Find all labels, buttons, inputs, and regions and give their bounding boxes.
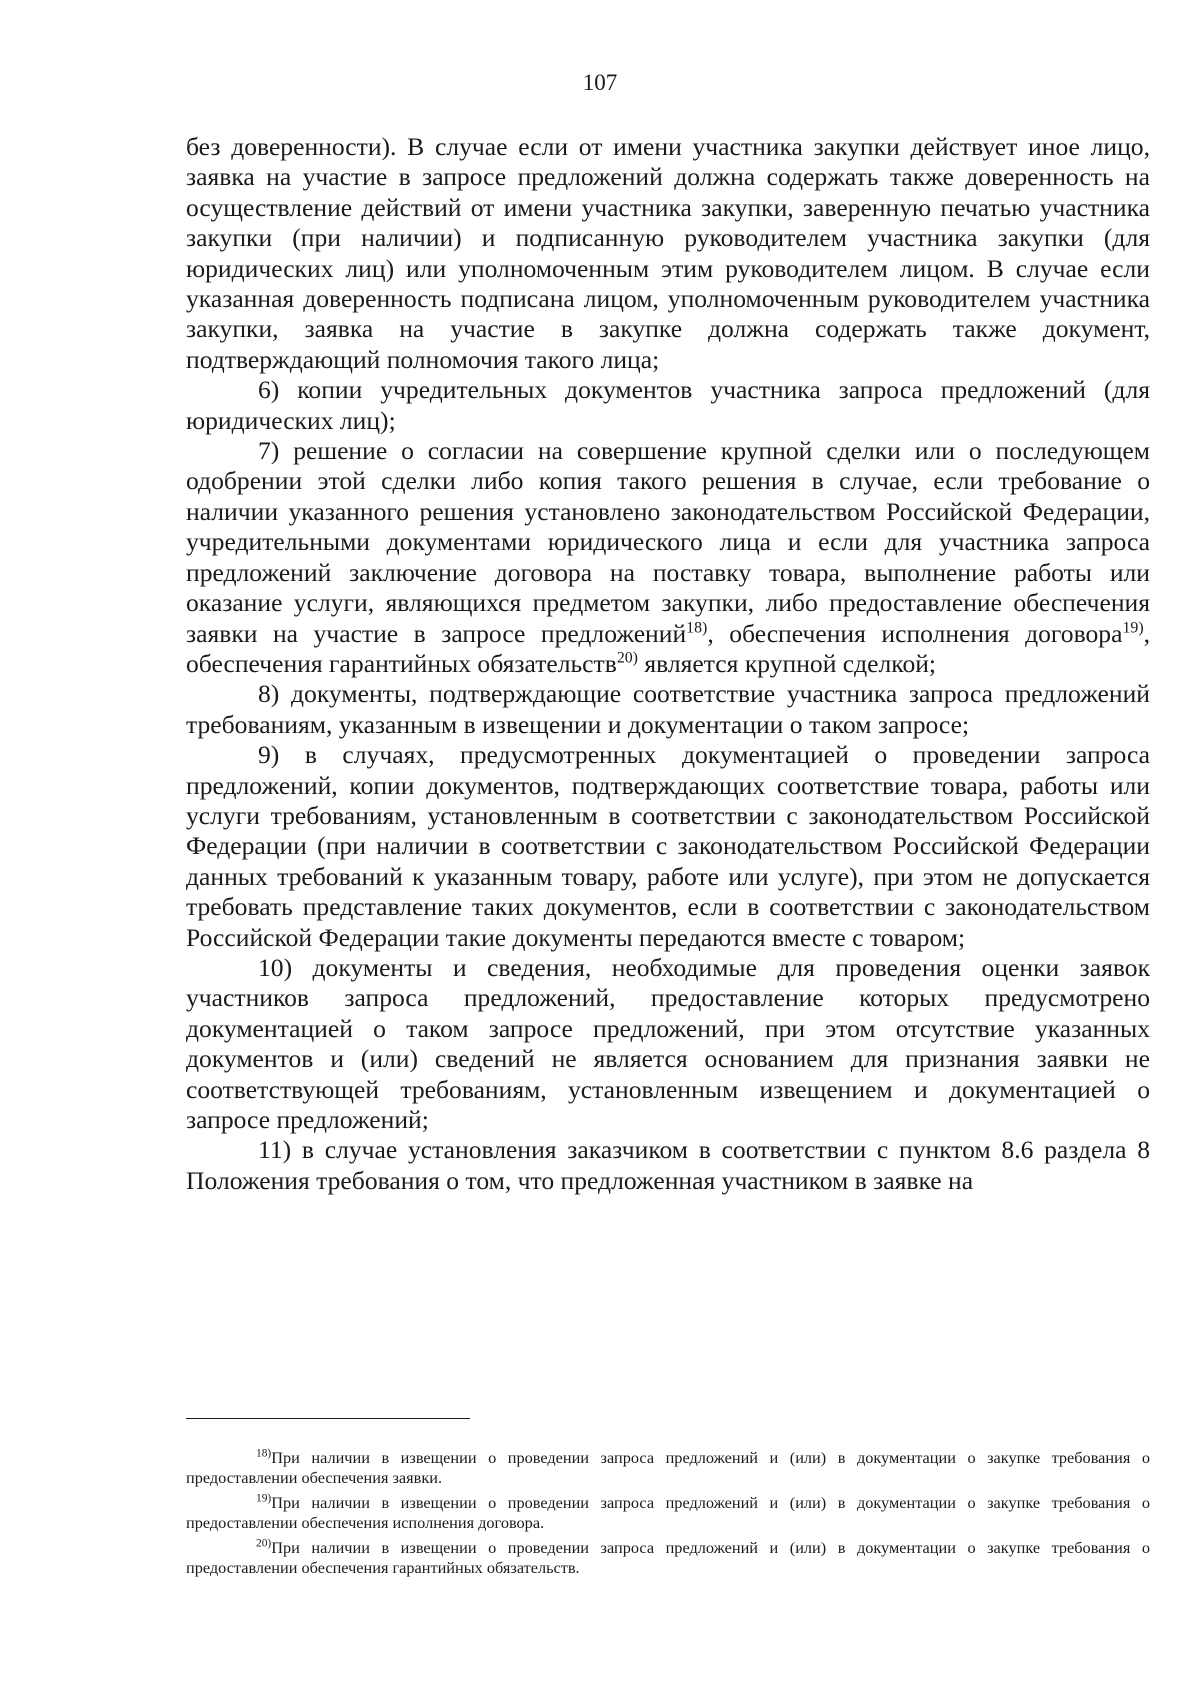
footnote-19 [186,1493,1150,1533]
footnote-ref-19: 19) [1122,618,1144,636]
paragraph-item-7-part-2: , обеспечения исполнения договора [707,618,1123,648]
footnote-separator [186,1418,470,1419]
footnote-mark-19: 19) [256,1492,272,1505]
paragraph-item-9: 9) в случаях, предусмотренных документацией о проведении запроса предложений, копии документов, подтверждающих соответствие товара, работы или услуги требованиям, установленным в соответствии с законодательством Российской Федерации (при наличии в соответствии с законодательством Российской Федерации данных требований к указанным товару, работе или услуге), при этом не допускается требовать представление таких документов, если в соответствии с законодательством Российской Федерации такие документы передаются вместе с товаром; [186,740,1150,952]
document-body [186,132,1150,1196]
page-number: 107 [582,70,618,95]
footnote-text-19: При наличии в извещении о проведении запроса предложений и (или) в документации о закупке требования о предоставлении обеспечения исполнения договора. [186,1493,1150,1532]
footnote-ref-20: 20) [616,649,638,667]
paragraph-item-10: 10) документы и сведения, необходимые для проведения оценки заявок участников запроса предложений, предоставление которых предусмотрено документацией о таком запросе предложений, при этом отсутствие указанных документов и (или) сведений не является основанием для признания заявки не соответствующей требованиям, установленным извещением и документацией о запросе предложений; [186,952,1150,1134]
footnote-18 [186,1448,1150,1488]
paragraph-item-11: 11) в случае установления заказчиком в соответствии с пунктом 8.6 раздела 8 Положения требования о том, что предложенная участником в заявке на [186,1135,1150,1195]
footnote-mark-20: 20) [256,1537,272,1550]
paragraph-item-7 [186,436,1150,679]
footnote-mark-18: 18) [256,1447,272,1460]
paragraph-continuation: без доверенности). В случае если от имени участника закупки действует иное лицо, заявка на участие в запросе предложений должна содержать также доверенность на осуществление действий от имени участника закупки, заверенную печатью участника закупки (при наличии) и подписанную руководителем участника закупки (для юридических лиц) или уполномоченным этим руководителем лицом. В случае если указанная доверенность подписана лицом, уполномоченным руководителем участника закупки, заявка на участие в закупке должна содержать также документ, подтверждающий полномочия такого лица; [186,132,1150,374]
paragraph-item-7-part-3: , обеспечения гарантийных обязательств [186,618,1151,678]
paragraph-item-7-part-1: 7) решение о согласии на совершение крупной сделки или о последующем одобрении этой сделки либо копия такого решения в случае, если требование о наличии указанного решения установлено законодательством Российской Федерации, учредительными документами юридического лица и если для участника запроса предложений заключение договора на поставку товара, выполнение работы или оказание услуги, являющихся предметом закупки, либо предоставление обеспечения заявки на участие в запросе предложений [186,436,1150,648]
footnotes [186,1448,1150,1583]
footnote-20 [186,1538,1150,1578]
footnote-text-18: При наличии в извещении о проведении запроса предложений и (или) в документации о закупке требования о предоставлении обеспечения заявки. [186,1448,1150,1487]
paragraph-item-8: 8) документы, подтверждающие соответствие участника запроса предложений требованиям, указанным в извещении и документации о таком запросе; [186,679,1150,739]
footnote-text-20: При наличии в извещении о проведении запроса предложений и (или) в документации о закупке требования о предоставлении обеспечения гарантийных обязательств. [186,1538,1150,1577]
footnote-ref-18: 18) [686,618,708,636]
paragraph-item-6: 6) копии учредительных документов участника запроса предложений (для юридических лиц); [186,375,1150,435]
paragraph-item-7-part-4: является крупной сделкой; [637,648,937,678]
